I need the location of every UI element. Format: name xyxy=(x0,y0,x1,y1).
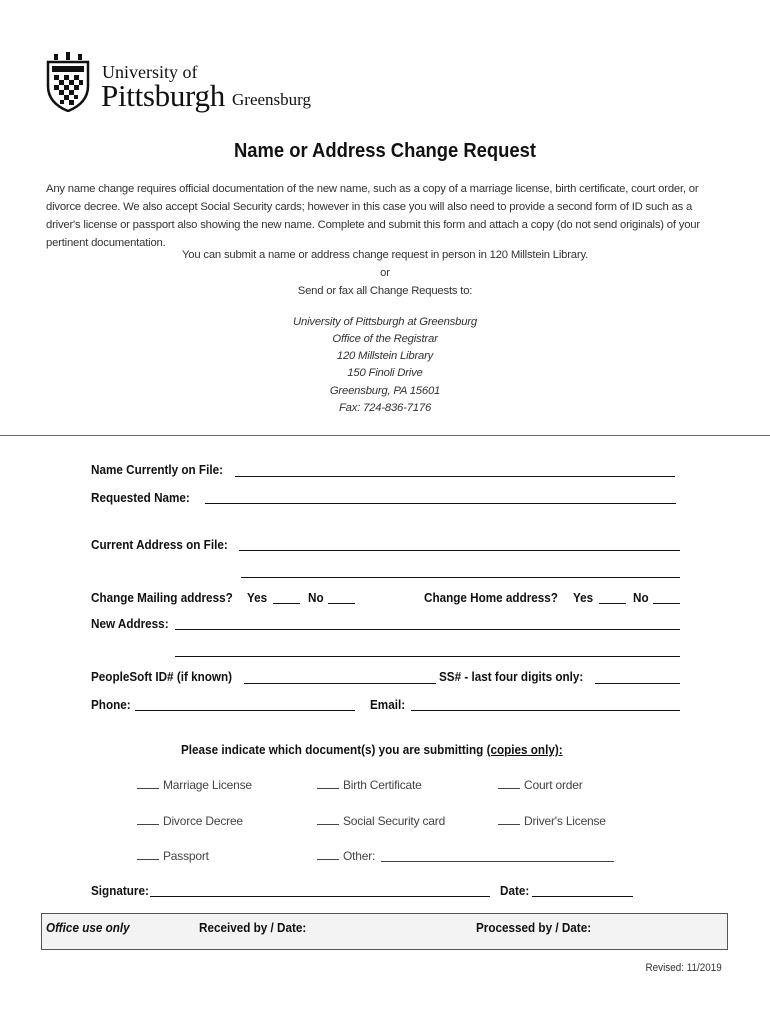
requested-name-label: Requested Name: xyxy=(91,490,190,505)
checkbox-blank[interactable] xyxy=(137,815,159,825)
page-title: Name or Address Change Request xyxy=(234,140,536,162)
intro-line: driver's license or passport also showing the new name. Complete and submit this form and attach a copy (do not send originals) of your xyxy=(46,219,700,231)
doc-option-drivers-license[interactable] xyxy=(498,814,606,828)
current-address-label: Current Address on File: xyxy=(91,537,228,552)
logo-campus: Greensburg xyxy=(232,90,311,109)
current-address-input[interactable] xyxy=(239,550,680,551)
requested-name-input[interactable] xyxy=(205,503,676,504)
intro-line: Any name change requires official documentation of the new name, such as a copy of a marriage license, birth certificate, court order, or xyxy=(46,183,699,195)
or-text: or xyxy=(380,267,390,279)
ssn-input[interactable] xyxy=(595,683,680,684)
peoplesoft-input[interactable] xyxy=(244,683,436,684)
checkbox-blank[interactable] xyxy=(317,850,339,860)
doc-option-marriage-license[interactable] xyxy=(137,778,252,792)
send-fax-note: Send or fax all Change Requests to: xyxy=(297,285,473,297)
received-by-label: Received by / Date: xyxy=(199,920,307,935)
doc-option-court-order[interactable] xyxy=(498,778,583,792)
doc-option-label: Social Security card xyxy=(343,814,446,828)
phone-input[interactable] xyxy=(135,710,355,711)
address-line: Greensburg, PA 15601 xyxy=(329,385,441,397)
date-label: Date: xyxy=(500,883,530,898)
email-label: Email: xyxy=(370,697,406,712)
in-person-note: You can submit a name or address change request in person in 120 Millstein Library. xyxy=(181,249,589,261)
change-mailing-label: Change Mailing address? xyxy=(91,590,233,605)
university-logo xyxy=(46,52,346,116)
home-yes-input[interactable] xyxy=(599,603,626,604)
mailing-yes-label: Yes xyxy=(247,590,268,605)
doc-option-label: Marriage License xyxy=(163,778,252,792)
fax-number: Fax: 724-836-7176 xyxy=(338,402,432,414)
other-document-input[interactable] xyxy=(381,861,614,862)
section-divider xyxy=(0,435,770,436)
office-use-box xyxy=(41,913,728,950)
ssn-label: SS# - last four digits only: xyxy=(439,669,584,684)
doc-option-divorce-decree[interactable] xyxy=(137,814,243,828)
mailing-yes-input[interactable] xyxy=(273,603,300,604)
checkbox-blank[interactable] xyxy=(498,815,520,825)
home-no-label: No xyxy=(633,590,649,605)
doc-option-birth-certificate[interactable] xyxy=(317,778,422,792)
doc-option-label: Driver's License xyxy=(524,814,606,828)
checkbox-blank[interactable] xyxy=(137,850,159,860)
checkbox-blank[interactable] xyxy=(317,779,339,789)
office-use-label: Office use only xyxy=(46,920,130,935)
signature-input[interactable] xyxy=(150,896,490,897)
current-address-input-line2[interactable] xyxy=(241,577,680,578)
logo-university-of: University of xyxy=(102,62,198,82)
mailing-no-input[interactable] xyxy=(328,603,355,604)
phone-label: Phone: xyxy=(91,697,131,712)
signature-label: Signature: xyxy=(91,883,149,898)
new-address-label: New Address: xyxy=(91,616,169,631)
revision-date: Revised: 11/2019 xyxy=(645,962,722,974)
name-on-file-label: Name Currently on File: xyxy=(91,462,223,477)
address-line: 150 Finoli Drive xyxy=(347,367,423,379)
doc-option-social-security-card[interactable] xyxy=(317,814,445,828)
doc-option-other[interactable] xyxy=(317,849,375,863)
date-input[interactable] xyxy=(532,896,633,897)
name-on-file-input[interactable] xyxy=(235,476,675,477)
peoplesoft-label: PeopleSoft ID# (if known) xyxy=(91,669,233,684)
doc-option-label: Divorce Decree xyxy=(163,814,243,828)
home-yes-label: Yes xyxy=(573,590,594,605)
checkbox-blank[interactable] xyxy=(137,779,159,789)
doc-option-label: Court order xyxy=(524,778,583,792)
new-address-input-line2[interactable] xyxy=(175,656,680,657)
documents-prompt xyxy=(181,742,563,757)
doc-option-label: Passport xyxy=(163,849,209,863)
processed-by-label: Processed by / Date: xyxy=(476,920,592,935)
email-input[interactable] xyxy=(411,710,680,711)
mailing-no-label: No xyxy=(308,590,324,605)
checkbox-blank[interactable] xyxy=(317,815,339,825)
university-seal-icon xyxy=(46,52,90,112)
doc-option-label: Birth Certificate xyxy=(343,778,422,792)
intro-line: divorce decree. We also accept Social Security cards; however in this case you will also need to provide a second form of ID such as a xyxy=(46,201,693,213)
intro-paragraph xyxy=(46,180,732,252)
checkbox-blank[interactable] xyxy=(498,779,520,789)
doc-option-label: Other: xyxy=(343,849,376,863)
address-line: 120 Millstein Library xyxy=(336,350,434,362)
documents-prompt-copies-only: (copies only): xyxy=(486,742,563,757)
address-line: Office of the Registrar xyxy=(332,333,438,345)
documents-prompt-text: Please indicate which document(s) you are submitting xyxy=(181,742,487,757)
address-line: University of Pittsburgh at Greensburg xyxy=(293,316,477,328)
new-address-input[interactable] xyxy=(175,629,680,630)
change-home-label: Change Home address? xyxy=(424,590,558,605)
doc-option-passport[interactable] xyxy=(137,849,209,863)
home-no-input[interactable] xyxy=(653,603,680,604)
logo-pittsburgh: Pittsburgh xyxy=(101,78,225,113)
intro-line: pertinent documentation. xyxy=(46,237,166,249)
